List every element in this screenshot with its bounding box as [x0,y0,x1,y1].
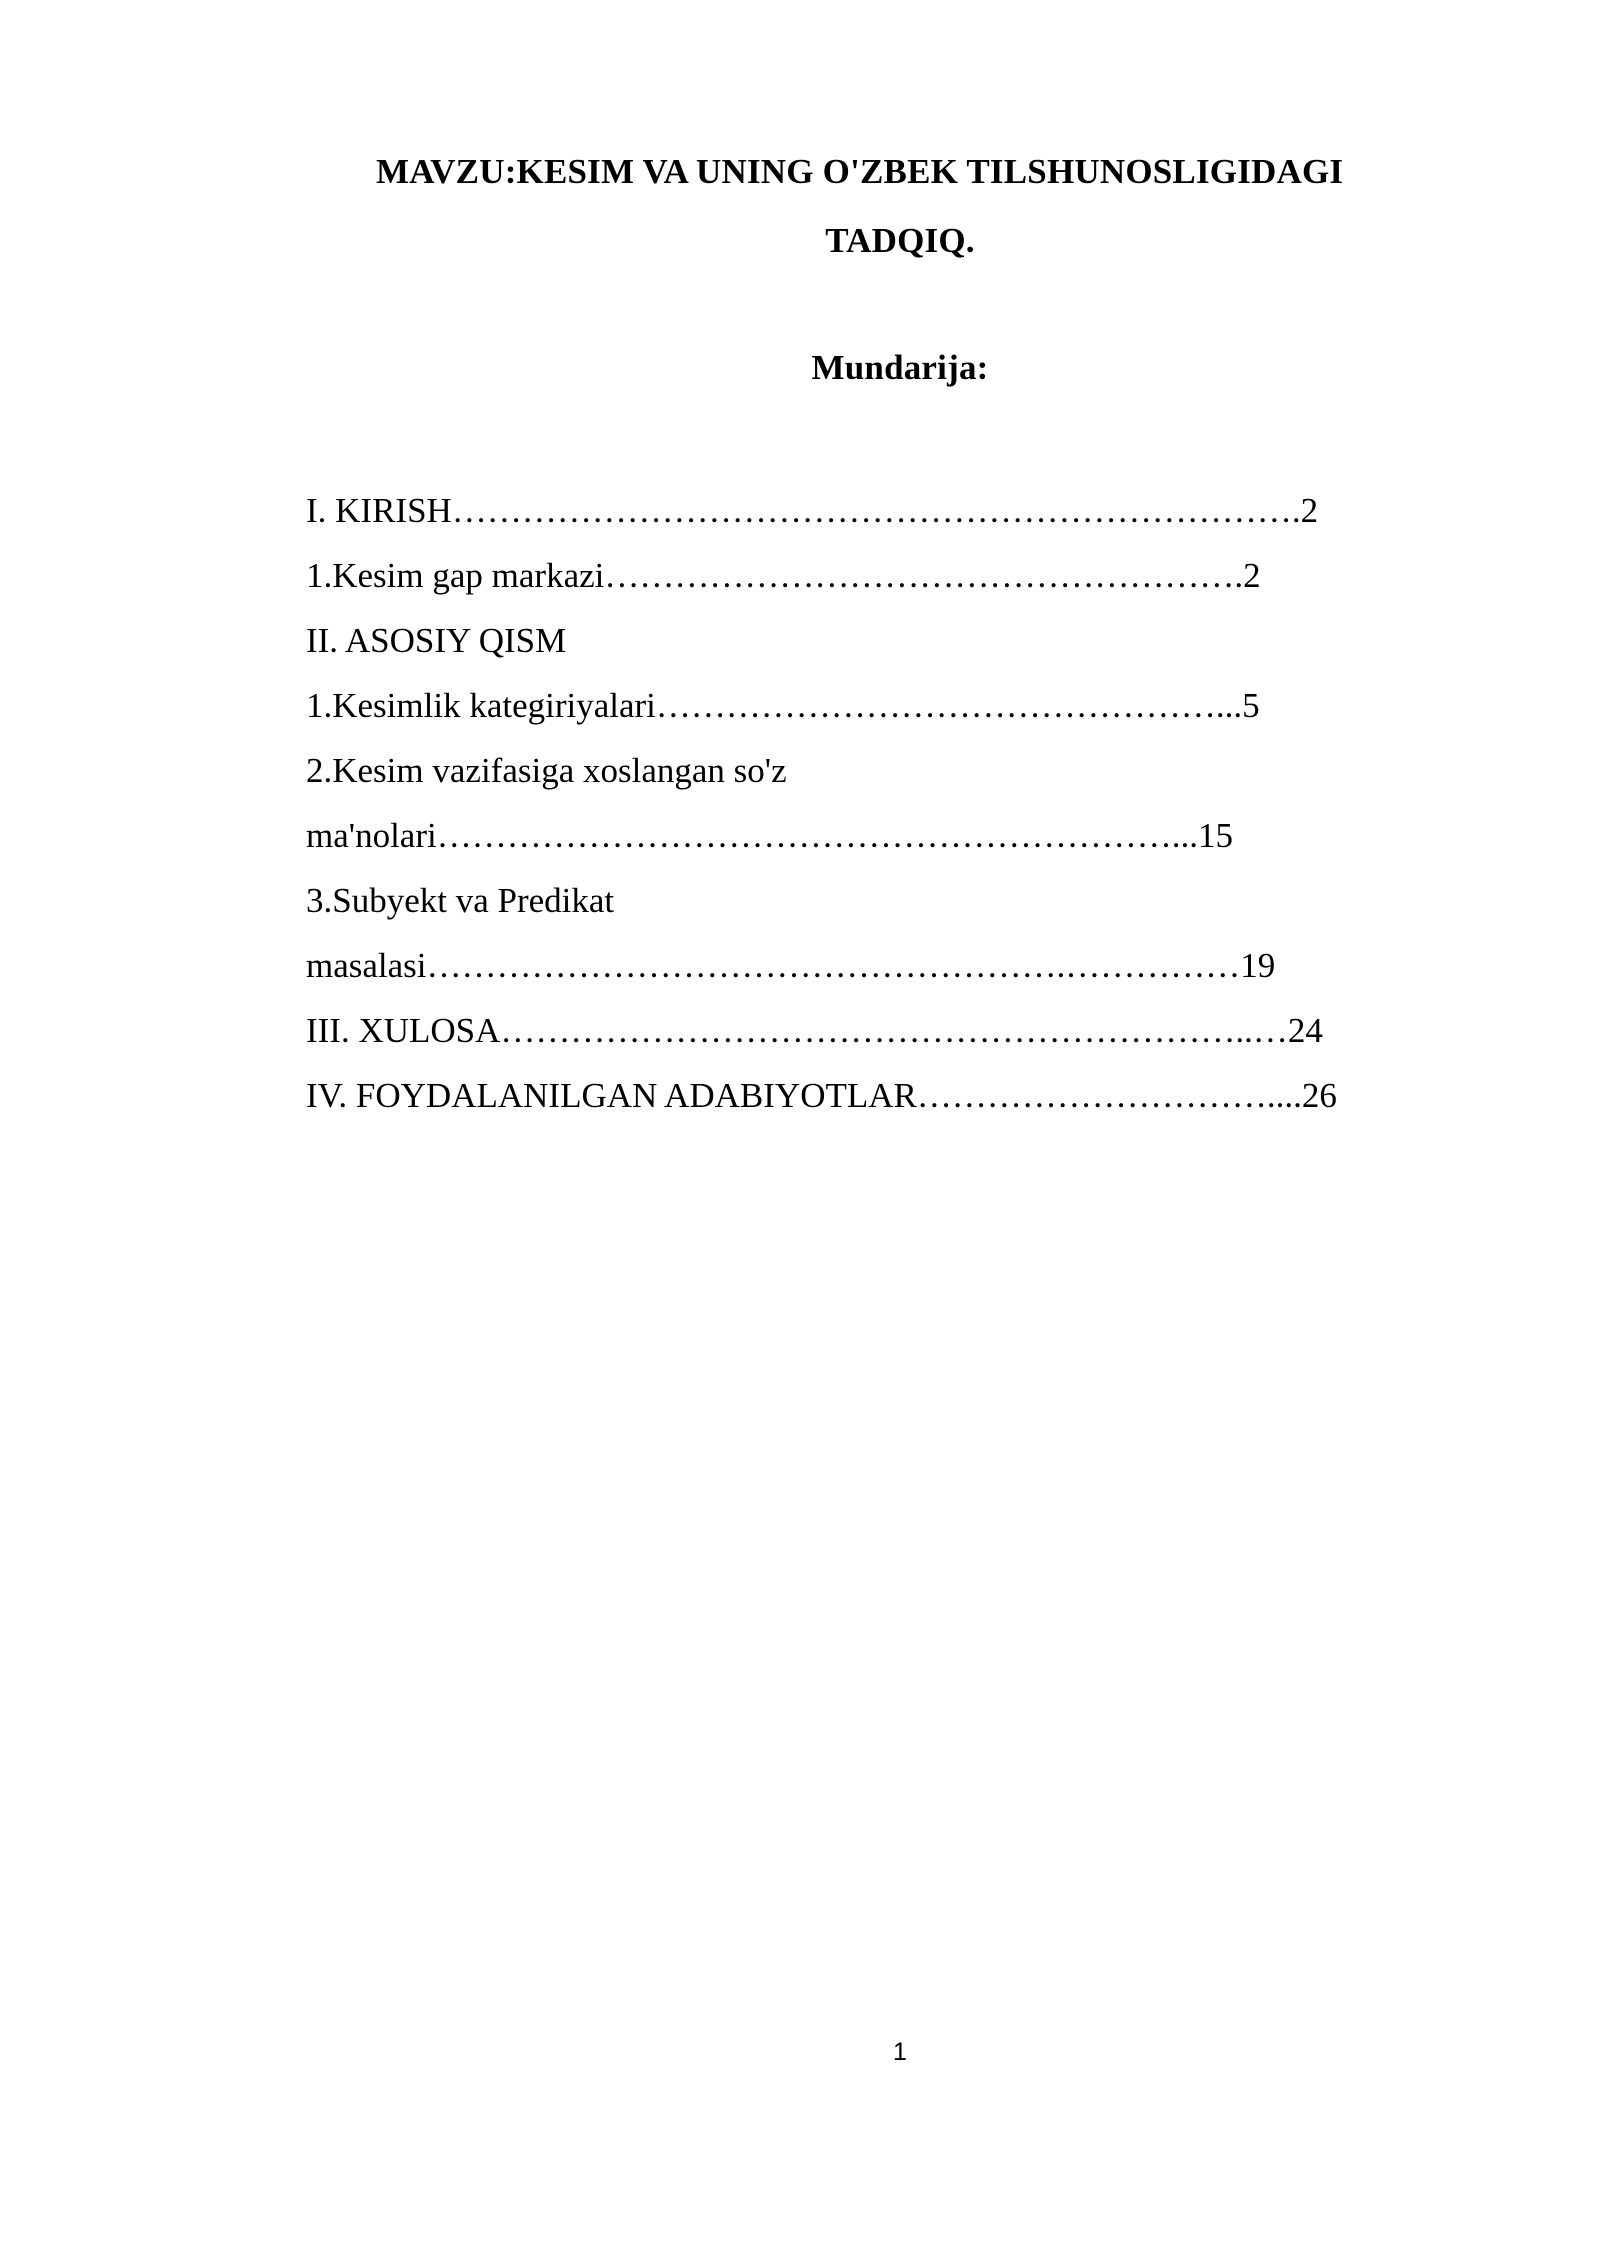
toc-entry-manolari: ma'nolari………………………………………………………...15 [306,816,1233,855]
toc-entry-xulosa: III. XULOSA………………………………………………………..…24 [306,1011,1323,1050]
toc-entry-kesim-gap-markazi: 1.Kesim gap markazi……………………………………………….2 [306,556,1261,595]
toc-heading: Mundarija: [811,348,989,387]
document-title-line-2: TADQIQ. [825,221,975,260]
toc-entry-foydalanilgan-adabiyotlar: IV. FOYDALANILGAN ADABIYOTLAR…………………………....26 [306,1076,1337,1115]
table-of-contents [306,478,1446,1128]
toc-entry-kesim-vazifasiga: 2.Kesim vazifasiga xoslangan so'z [306,751,787,790]
toc-entry-masalasi: masalasi……………………………………………….……………19 [306,946,1276,985]
toc-entry-kesimlik-kategiriyalari: 1.Kesimlik kategiriyalari…………………………………………...5 [306,686,1260,725]
toc-entry-asosiy-qism: II. ASOSIY QISM [306,621,567,660]
toc-entry-kirish: I. KIRISH……………………………………………………………….2 [306,491,1319,530]
page-number: 1 [893,2038,907,2066]
document-title-line-1: MAVZU:KESIM VA UNING O'ZBEK TILSHUNOSLIGIDAGI [376,152,1344,191]
toc-entry-subyekt-predikat: 3.Subyekt va Predikat [306,881,615,920]
